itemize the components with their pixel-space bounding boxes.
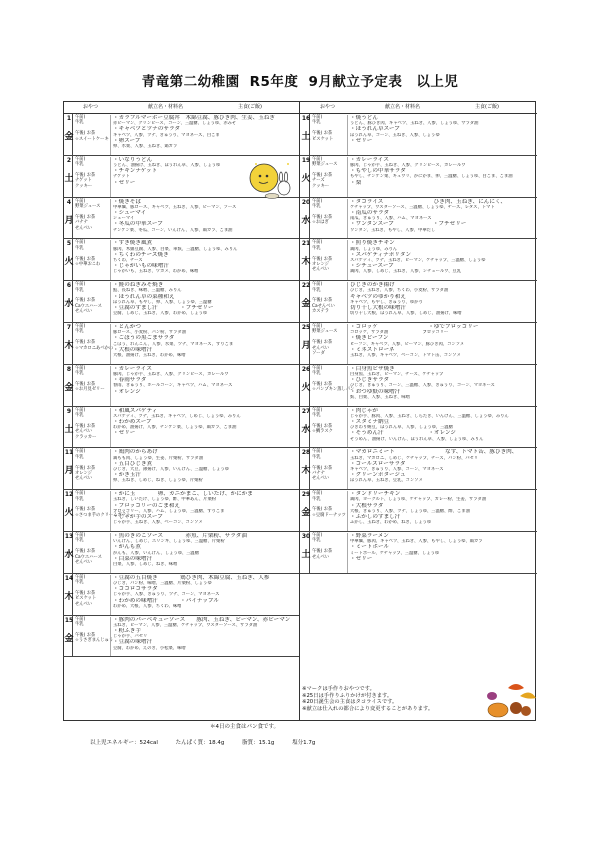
day-row xyxy=(63,574,299,616)
menu-line: 中華麺、豚ロース、キャベツ、玉ねぎ、人参、ピーマン、ソース xyxy=(113,204,237,210)
menu-line: ・焼うどん xyxy=(350,115,378,121)
day-row xyxy=(300,407,537,449)
menu-line: ・オレンジ xyxy=(113,388,141,395)
day-row xyxy=(300,490,537,532)
day-row xyxy=(63,448,299,490)
menu-line: じゃが芋、パセリ xyxy=(113,634,148,640)
menu-line: ふかし、玉ねぎ、わかめ、ねぎ、しょうゆ xyxy=(350,520,432,526)
day-of-week: 月 xyxy=(64,215,74,226)
menu-line: 鶏もも肉、しょうゆ、生姜、片栗粉、サラダ油 xyxy=(113,455,204,461)
menu-line: 鶏肉、しょうゆ、みりん xyxy=(350,246,398,252)
menu-line: ・タコライス ひき肉、玉ねぎ、にんにく、 xyxy=(350,198,507,205)
menu-line: 大根、油揚げ、玉ねぎ、わかめ、味噌 xyxy=(113,353,186,358)
day-row xyxy=(63,490,299,532)
day-row xyxy=(63,365,299,407)
day-number: 26 xyxy=(301,365,311,373)
menu-line: ・キャベツとツナのサラダ xyxy=(113,126,181,133)
day-row xyxy=(63,616,299,658)
day-number: 12 xyxy=(64,491,74,499)
day-of-week: 木 xyxy=(64,591,74,602)
menu-line: ナゲット xyxy=(113,174,130,180)
menu-line: いんげん、しめじ、エリンギ、しょうゆ、三温糖、片栗粉 xyxy=(113,539,225,545)
snack-cell: 午前) 野菜ジュース 午後) お茶 バナナ せんべい xyxy=(75,198,101,231)
menu-cell xyxy=(110,575,297,616)
day-number: 1 xyxy=(66,115,72,122)
menu-line: ・マカロニミート なす、トマト缶、豚ひき肉、 xyxy=(350,449,518,456)
day-of-week: 木 xyxy=(64,340,74,351)
menu-line: ・カラフルマーボー豆腐丼 木綿豆腐、豚ひき肉、生姜、玉ねぎ xyxy=(113,115,275,121)
menu-line: ・ミネストローネ xyxy=(350,346,395,353)
snack-cell: 午前) 牛乳 午後) お茶 ☆おはぎ xyxy=(312,198,333,226)
menu-line: ・ゼリー xyxy=(350,137,373,144)
day-number: 20 xyxy=(301,198,311,206)
menu-line: 切り干し大根の味噌汁 xyxy=(350,305,406,311)
menu-line: スパゲティ、ツナ、玉ねぎ、ピーマン、ケチャップ、三温糖、しょうゆ xyxy=(350,258,486,263)
menu-line: ・大根の味噌汁 xyxy=(113,346,153,353)
menu-line: じゃがいも、玉ねぎ、ワカメ、わかめ、味噌 xyxy=(113,269,199,275)
snack-cell: 午前) 牛乳 午後) お茶 ☆マカロニあべかわ xyxy=(75,323,114,351)
day-number: 6 xyxy=(66,282,72,290)
menu-line: わかめ、油揚げ、人参、チンゲン菜、しょうゆ、鶏ガラ、ごま油 xyxy=(113,425,237,431)
menu-line: ・わかめスープ xyxy=(113,418,152,425)
menu-line: ちくわ、チーズ xyxy=(113,258,143,263)
menu-cell xyxy=(347,408,535,449)
menu-cell xyxy=(347,366,535,407)
menu-line: 玉ねぎ、ピーマン、人参、三温糖、ケチャップ、ウスターソース、サラダ油 xyxy=(113,622,258,628)
menu-line: ・グリーンポタージュ xyxy=(350,472,406,479)
menu-line: 豚肉、じゃが芋、玉ねぎ、人参、グリンピース、カレールウ xyxy=(113,371,229,377)
menu-line: ひじき、きゅうり、コーン、三温糖、人参、きゅうり、コーン、マヨネーズ xyxy=(350,383,495,389)
day-row xyxy=(63,114,299,156)
menu-line: スパゲティ、ツナ、玉ねぎ、キャベツ、しめじ、しょうゆ、みりん xyxy=(113,413,241,419)
menu-cell xyxy=(110,240,297,281)
menu-cell xyxy=(347,491,535,532)
day-of-week: 木 xyxy=(301,466,311,477)
nutrition-summary xyxy=(90,738,331,746)
menu-cell xyxy=(110,282,297,323)
snack-cell: 午前) 牛乳 午後) お茶 Caせんべい カステラ xyxy=(312,282,335,315)
menu-line: ・じゃが芋のスープ xyxy=(113,513,163,520)
menu-cell xyxy=(110,533,297,574)
snack-cell: 午前) 牛乳 午後) お茶 ☆さつま芋のクリームポテト xyxy=(75,491,131,518)
day-row xyxy=(63,323,299,365)
menu-line: 鮭、長ねぎ、味噌、三温糖、みりん xyxy=(113,288,182,294)
day-row xyxy=(63,239,299,281)
menu-cell xyxy=(347,115,535,156)
day-number: 11 xyxy=(64,449,74,457)
day-of-week: 水 xyxy=(64,549,74,560)
menu-cell xyxy=(110,491,297,532)
menu-cell xyxy=(347,449,535,490)
menu-line: ひじき、パン粉、味噌、三温糖、片栗粉、しょうゆ xyxy=(113,580,212,586)
menu-line: キャベツ、人参、ツナ、きゅうり、マヨネーズ、白ごま xyxy=(113,132,220,138)
menu-line: ・そうめん汁 ・オレンジ xyxy=(350,430,457,437)
day-number: 8 xyxy=(66,365,72,373)
menu-line: ・五目ひじき煮 xyxy=(113,460,153,467)
menu-line: ・チキンナゲット xyxy=(113,168,158,175)
menu-line: ほうれん草、玉ねぎ、豆乳、コンソメ xyxy=(350,478,423,484)
header-staple: 主食(ご飯) xyxy=(475,104,499,110)
note-line: ※25日は手作りふりかけが付きます。 xyxy=(302,692,393,699)
menu-line: ・ほうれん草スープ xyxy=(350,126,400,133)
day-number: 14 xyxy=(64,574,74,582)
energy-value: 以上児エネルギー：524cal xyxy=(90,740,158,746)
day-row xyxy=(300,365,537,407)
day-number: 28 xyxy=(301,449,311,457)
menu-line: ワンタン、玉ねぎ、もやし、人参、中華だし xyxy=(350,227,436,233)
menu-line: 中華麺、豚肉、キャベツ、玉ねぎ、人参、もやし、しょうゆ、鶏ガラ xyxy=(350,539,483,545)
menu-line: 玉ねぎ、人参、キャベツ、ベーコン、トマト缶、コンソメ xyxy=(350,353,461,358)
menu-line: ひじきのかき揚げ xyxy=(350,282,395,289)
menu-line: 玉ねぎ、しいたけ、しょうゆ、酢、中華あん、片栗粉 xyxy=(113,497,217,503)
menu-line: ビーフン、キャベツ、人参、ピーマン、豚ひき肉、コンソメ xyxy=(350,341,465,347)
menu-line: ・野菜ラーメン xyxy=(350,532,389,539)
day-number: 29 xyxy=(301,491,311,499)
menu-line: わかめ、大根、人参、ちくわ、味噌 xyxy=(113,603,182,609)
day-of-week: 水 xyxy=(64,299,74,310)
note-line: ※マークは手作りおやつです。 xyxy=(302,686,375,692)
day-number: 19 xyxy=(301,156,311,164)
menu-line: ・シューマイ xyxy=(113,210,147,216)
day-of-week: 土 xyxy=(64,424,74,435)
menu-line: ・コロッケ ・ゆでブロッコリー xyxy=(350,323,479,330)
snack-cell: 午前) 牛乳 午後) お茶 バナナ せんべい xyxy=(312,449,333,482)
menu-line: じゃが芋、豚肉、人参、玉ねぎ、しらたき、いんげん、三温糖、しょうゆ、みりん xyxy=(350,413,509,419)
snack-cell: 午前) 野菜ジュース 午後) お茶 せんべい ソーダ xyxy=(312,323,338,357)
snack-cell: 午前) 牛乳 午後) お茶 ☆豆腐ドーナッツ xyxy=(312,491,346,518)
day-of-week: 火 xyxy=(64,257,74,268)
day-number: 2 xyxy=(66,156,72,164)
snack-cell: 午前) 牛乳 午後) お茶 ナゲット クッキー xyxy=(75,156,96,189)
menu-line: チンゲン菜、冬瓜、コーン、いんげん、人参、鶏ガラ、ごま油 xyxy=(113,227,233,233)
menu-line: ・南瓜のサラダ xyxy=(350,210,390,216)
menu-line: ・豚肉のバーベキューソース 豚肉、玉ねぎ、ピーマン、赤ピーマン xyxy=(113,616,291,623)
menu-line: ・カレーライス xyxy=(113,365,152,372)
snack-cell: 午前) 牛乳 午後) お茶 ビスケット xyxy=(312,115,334,142)
menu-line: うどん、油揚げ、玉ねぎ、ほうれん草、人参、しょうゆ xyxy=(113,163,221,168)
note-line: ※20日誕生会の主食はタコライスです。 xyxy=(302,699,398,706)
day-of-week: 月 xyxy=(301,340,311,351)
day-number: 5 xyxy=(66,240,72,248)
header-snack: おやつ xyxy=(83,104,99,110)
menu-line: ほうれん草、コーン、玉ねぎ、人参、しょうゆ xyxy=(350,132,440,138)
menu-line: うどん、豚ひき肉、キャベツ、玉ねぎ、人参、しょうゆ、サラダ油 xyxy=(350,121,479,127)
menu-line: 鶏肉、人参、しめじ、玉ねぎ、人参、シチュールウ、豆乳 xyxy=(350,269,461,275)
day-number: 7 xyxy=(66,323,72,331)
menu-subject: 9月献立予定表 xyxy=(308,74,403,90)
snack-cell: 午前) 牛乳 午後) お茶 ☆中華おこわ xyxy=(75,240,101,268)
menu-line: ・白身魚ピザ焼き xyxy=(350,365,395,372)
day-of-week: 火 xyxy=(64,508,74,519)
menu-line: ・すき焼き風煮 xyxy=(113,240,153,247)
menu-line: がんも、人参、いんげん、しょうゆ、三温糖 xyxy=(113,550,200,556)
nursery-name: 青竜第二幼稚園 xyxy=(141,74,240,90)
menu-line: 白菜、人参、しめじ、ねぎ、味噌 xyxy=(113,561,178,567)
menu-line: ・ゼリー xyxy=(350,555,373,562)
menu-cell xyxy=(110,115,297,156)
menu-line: 春雨、きゅうり、ホールコーン、キャベツ、ハム、マヨネーズ xyxy=(113,383,233,389)
menu-line: ・かに玉 卵、カニかまこ、しいたけ、かにかま xyxy=(113,491,253,498)
menu-line: ・シチュースープ xyxy=(350,263,394,270)
snack-cell: 午前) 牛乳 午後) お茶 オレンジ せんべい xyxy=(75,449,96,482)
menu-cell xyxy=(347,199,535,240)
menu-cell xyxy=(347,282,535,323)
menu-line: ひきわり納豆、ほうれん草、人参、しょうゆ、三温糖 xyxy=(350,425,453,431)
day-row xyxy=(300,239,537,281)
menu-line: 麩、白菜、人参、玉ねぎ、味噌 xyxy=(350,394,410,400)
menu-line: ・肉じゃが xyxy=(350,407,378,414)
day-number: 4 xyxy=(66,198,72,206)
menu-line: ・とんかつ xyxy=(113,323,141,330)
day-row xyxy=(63,532,299,574)
menu-line: ・焼きビーフン xyxy=(350,335,389,342)
grade-label: 以上児 xyxy=(416,74,459,90)
menu-cell xyxy=(110,408,297,449)
menu-line: シューマイ xyxy=(113,216,135,222)
day-of-week: 金 xyxy=(64,132,74,142)
menu-line: ・わかめの味噌汁 ・パイナップル xyxy=(113,597,219,604)
day-of-week: 金 xyxy=(64,382,74,393)
day-row xyxy=(300,114,537,156)
menu-line: ミートボール、ケチャップ、三温糖、しょうゆ xyxy=(350,550,440,556)
day-row xyxy=(63,198,299,240)
menu-line: 大根、きゅうり、人参、ツナ、しょうゆ、三温糖、酢、ごま油 xyxy=(350,508,470,514)
day-number: 22 xyxy=(301,282,311,290)
menu-line: ・粉ふき芋 xyxy=(113,627,141,634)
menu-line: ・ミートボール xyxy=(350,544,390,551)
menu-cell xyxy=(347,533,535,574)
menu-line: 切り干し大根、ほうれん草、人参、しめじ、油揚げ、味噌 xyxy=(350,311,462,317)
menu-line: じゃが芋、人参、きゅうり、ツナ、コーン、マヨネーズ xyxy=(113,592,220,598)
header-staple: 主食(ご飯) xyxy=(238,104,262,110)
menu-line: ひじき、大豆、薄揚げ、人参、いんげん、三温糖、しょうゆ xyxy=(113,466,229,472)
snack-cell: 午前) 牛乳 午後) お茶 ビスケット せんべい xyxy=(75,574,97,607)
menu-line: ・卵スープ xyxy=(113,137,141,144)
protein-value: たんぱく質：18.4g xyxy=(175,740,225,746)
menu-line: ・ひじきサラダ xyxy=(350,377,390,384)
menu-line: ・がんも煮 xyxy=(113,544,141,551)
menu-line: ごぼう、れんこん、人参、水菜、ツナ、マヨネーズ、すりごま xyxy=(113,341,234,347)
day-number: 27 xyxy=(301,407,311,415)
menu-line: ・鮭のねぎみそ焼き xyxy=(113,282,164,289)
menu-line: ・和風スパゲティ xyxy=(113,407,158,414)
day-row xyxy=(300,532,537,574)
menu-line: ・ほうれん草の菜種和え xyxy=(113,293,175,300)
menu-cell xyxy=(110,324,297,365)
header-snack: おやつ xyxy=(320,104,336,110)
header-menu: 献立名・材料名 xyxy=(148,104,184,110)
day-row xyxy=(300,281,537,323)
menu-line: ・コールスローサラダ xyxy=(350,460,406,467)
menu-line: ・スタミナ納豆 xyxy=(350,418,390,425)
day-number: 15 xyxy=(64,616,74,624)
menu-line: じゃが芋、玉ねぎ、人参、ベーコン、コンソメ xyxy=(113,520,203,526)
menu-cell xyxy=(347,157,535,198)
menu-line: ・豆腐の五目焼き 鶏ひき肉、木綿豆腐、玉ねぎ、人参 xyxy=(113,574,270,581)
menu-cell xyxy=(110,366,297,407)
menu-line: ・冬瓜の中華スープ xyxy=(113,221,163,228)
menu-line: 鶏肉、ヨーグルト、しょうゆ、ケチャップ、カレー粉、生姜、サラダ油 xyxy=(350,497,487,503)
menu-line: ・もやしの中華サラダ xyxy=(350,168,406,175)
page-title xyxy=(0,70,600,90)
menu-line: ・豆腐のすまし汁 ・ブチゼリー xyxy=(113,305,214,311)
notes-box xyxy=(302,686,502,712)
menu-cell xyxy=(110,449,297,490)
menu-line: ・春雨サラダ xyxy=(113,377,147,384)
menu-line: ・おつゆ麩の味噌汁 xyxy=(350,388,401,395)
day-number: 16 xyxy=(301,115,311,122)
day-of-week: 木 xyxy=(301,257,311,268)
menu-line: ・ふかしのすまし汁 xyxy=(350,513,401,520)
day-number: 30 xyxy=(301,532,311,540)
fat-value: 脂質：15.1g xyxy=(242,740,275,746)
menu-line: ・焼きそば xyxy=(113,198,141,205)
menu-line: ・ごぼうの黒ごまサラダ xyxy=(113,335,175,342)
day-row xyxy=(63,407,299,449)
day-row xyxy=(300,323,537,365)
day-number: 25 xyxy=(301,323,311,331)
menu-line: キャベツ、もやし、きゅうり、ゆかり xyxy=(350,299,423,305)
menu-line: ブロッコリー、人参、ハム、しょうゆ、三温糖、すりごま xyxy=(113,508,225,514)
day-number: 9 xyxy=(66,407,72,415)
snack-cell: 午前) 牛乳 午後) お茶 Caウエハース せんべい xyxy=(75,282,102,315)
menu-line: ケチャップ、ウスターソース、三温糖、しょうゆ、チーズ、レタス、トマト xyxy=(350,204,495,210)
menu-line: ・ココロコサラダ xyxy=(113,586,158,593)
snack-cell: 午前) 牛乳 午後) お茶 ☆うさぎまんじゅう xyxy=(75,616,114,644)
menu-line: 豚肉、木綿豆腐、人参、白菜、車麩、三温糖、しょうゆ、みりん xyxy=(113,246,238,252)
menu-line: ・ちくわのチーズ焼き xyxy=(113,251,169,258)
menu-line: もやし、チンゲン菜、キュウリ、かにかま、卵、三温糖、しょうゆ、白ごま、ごま油 xyxy=(350,174,513,180)
day-of-week: 土 xyxy=(64,173,74,184)
menu-line: ・豆腐の味噌汁 xyxy=(113,639,153,646)
menu-cell xyxy=(110,617,297,658)
fiscal-year: R5年度 xyxy=(249,74,299,90)
menu-line: 卵、水菜、人参、玉ねぎ、鶏ガラ xyxy=(113,144,178,150)
menu-line: ・鶏肉のからあげ xyxy=(113,449,158,456)
header-menu: 献立名・材料名 xyxy=(385,104,421,110)
moon-rabbit-illustration xyxy=(248,158,294,202)
menu-line: 南瓜、きゅうり、人参、ハム、マヨネーズ xyxy=(350,216,432,222)
footnote: ＊4日の主食はパン食です。 xyxy=(210,724,280,730)
snack-cell: 午前) 牛乳 午後) お茶 せんべい xyxy=(312,532,333,560)
menu-line: 赤ピーマン、グリンピース、コーン、三温糖、しょうゆ、赤みそ xyxy=(113,121,237,127)
menu-line: ・ブロッコリーのごま和え xyxy=(113,502,181,509)
menu-line: ・ワンタンスープ ・ブチゼリー xyxy=(350,221,467,228)
menu-line: キャベツ、きゅうり、人参、コーン、マヨネーズ xyxy=(350,466,444,472)
snack-cell: 午前) 牛乳 午後) お茶 せんべい クラッカー xyxy=(75,407,97,440)
menu-line: キャベツのゆかり和え xyxy=(350,293,406,300)
menu-line: ・タンドリーチキン xyxy=(350,491,401,498)
snack-cell: 午前) 牛乳 午後) お茶 ☆パンプキン蒸しパン xyxy=(312,365,355,393)
menu-line: 白身魚、玉ねぎ、ピーマン、チーズ、ケチャップ xyxy=(350,371,444,377)
day-number: 21 xyxy=(301,240,311,248)
menu-line: ・ゼリー xyxy=(113,179,136,186)
note-line: ※献立は仕入れの都合により変更することがあります。 xyxy=(302,705,434,712)
day-of-week: 金 xyxy=(301,508,311,519)
day-row xyxy=(300,448,537,490)
menu-line: ・ゼリー xyxy=(113,430,136,437)
menu-line: 卵、玉ねぎ、しめじ、ねぎ、しょうゆ、片栗粉 xyxy=(113,478,203,484)
menu-line: ・梨 xyxy=(350,179,362,186)
menu-line: ・魚のきのこソース 赤魚、片栗粉、サラダ油 xyxy=(113,532,247,539)
menu-line: 豆腐、しめじ、玉ねぎ、人参、わかめ、しょうゆ xyxy=(113,311,208,317)
day-of-week: 金 xyxy=(301,299,311,310)
day-of-week: 土 xyxy=(301,132,311,142)
snack-cell: 午前) 牛乳 午後) お茶 ☆お月見ゼリー xyxy=(75,365,105,393)
menu-line: 玉ねぎ、マカロニ、しめじ、ケチャップ、チーズ、パン粉、パセリ xyxy=(350,455,479,461)
menu-line: コロッケ、サラダ油 ブロッコリー xyxy=(350,330,449,336)
menu-cell xyxy=(347,240,535,281)
day-of-week: 水 xyxy=(301,424,311,435)
menu-line: ひじき、玉ねぎ、人参、ちくわ、小麦粉、サラダ油 xyxy=(350,288,449,294)
day-row xyxy=(300,198,537,240)
day-number: 13 xyxy=(64,532,74,540)
menu-line: ・照り焼きチキン xyxy=(350,240,395,247)
snack-cell: 午前) 野菜ジュース 午後) お茶 チーズ クッキー xyxy=(312,156,338,189)
day-of-week: 金 xyxy=(64,633,74,644)
day-of-week: 月 xyxy=(64,466,74,477)
snack-cell: 午前) 牛乳 午後) お茶 Caウエハース せんべい xyxy=(75,532,102,565)
day-row xyxy=(300,156,537,198)
menu-line: ・スパゲティナポリタン xyxy=(350,251,412,258)
day-of-week: 火 xyxy=(301,173,311,184)
day-row xyxy=(63,281,299,323)
menu-line: ・じゃがいもの味噌汁 xyxy=(113,263,169,270)
right-column xyxy=(300,113,537,574)
menu-line: 豚ロース、小麦粉、パン粉、サラダ油 xyxy=(113,330,186,336)
menu-line: ・カレーライス xyxy=(350,156,389,163)
menu-line: ・大根サラダ xyxy=(350,502,384,509)
menu-cell xyxy=(110,199,297,240)
day-of-week: 土 xyxy=(301,549,311,560)
menu-line: 豆腐、わかめ、えのき、小松菜、味噌 xyxy=(113,645,186,651)
menu-line: 豚肉、じゃが芋、玉ねぎ、人参、グリンピース、カレールウ xyxy=(350,163,466,168)
day-of-week: 水 xyxy=(301,215,311,226)
autumn-harvest-illustration xyxy=(480,678,540,720)
snack-cell: 午前) 牛乳 午後) お茶 ☆スイートケーキ xyxy=(75,115,109,142)
snack-cell: 午前) 牛乳 午後) お茶 ☆鯛ラスク xyxy=(312,407,333,435)
menu-line: ほうれん草、もやし、卵、人参、しょうゆ、三温糖 xyxy=(113,299,212,305)
menu-line: ・白菜の味噌汁 xyxy=(113,555,153,562)
snack-cell: 午前) 牛乳 午後) お茶 オレンジ せんべい xyxy=(312,240,333,273)
menu-line: そうめん、油揚げ、いんげん、ほうれん草、人参、しょうゆ、みりん xyxy=(350,436,484,442)
menu-line: ・いなりうどん xyxy=(113,156,153,163)
day-of-week: 火 xyxy=(301,382,311,393)
menu-line: ・かき玉汁 xyxy=(113,472,141,479)
menu-cell xyxy=(347,324,535,365)
salt-value: 塩分1.7g xyxy=(292,740,316,746)
